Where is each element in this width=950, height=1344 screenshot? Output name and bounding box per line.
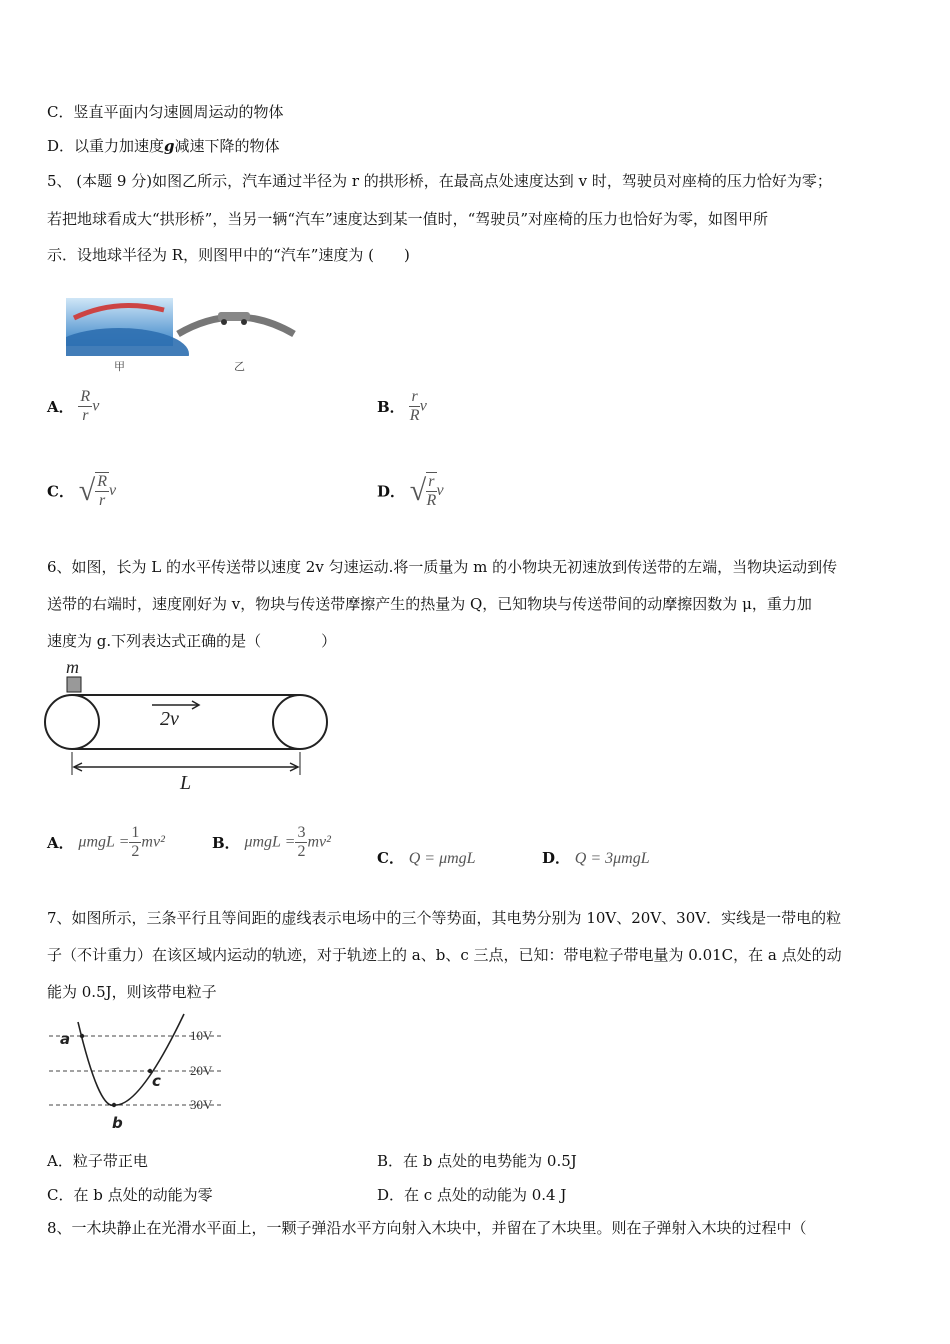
q6-option-b-fraction — [295, 824, 307, 861]
label-30v: 30V — [190, 1097, 213, 1112]
sqrt-icon: √ — [409, 474, 427, 507]
fraction-numerator: r — [411, 388, 418, 405]
fraction-denominator: R — [426, 492, 437, 509]
q7-stem-line1: 7、如图所示，三条平行且等间距的虚线表示电场中的三个等势面，其电势分别为 10V、20V、30V．实线是一带电的粒 — [47, 909, 842, 927]
q5-stem-line1: 5、 (本题 9 分)如图乙所示，汽车通过半径为 r 的拱形桥，在最高点处速度达到 v 时，驾驶员对座椅的压力恰好为零； — [47, 172, 832, 190]
q7-equipotential-figure — [44, 1010, 244, 1136]
q6-option-d-label: D． — [542, 849, 571, 867]
sqrt-icon: √ — [78, 474, 96, 507]
q5-option-b-label: B． — [377, 398, 405, 416]
velocity-symbol: v — [92, 397, 100, 415]
q6-option-a — [47, 824, 165, 861]
q6-option-b — [212, 824, 331, 861]
q7-option-d: D．在 c 点处的动能为 0.4 J — [377, 1186, 567, 1204]
q5-option-d — [377, 472, 444, 510]
label-b: b — [112, 1114, 123, 1132]
block-icon — [67, 677, 81, 692]
q7-option-c: C．在 b 点处的动能为零 — [47, 1186, 213, 1204]
q6-stem-line3: 速度为 g.下列表达式正确的是（ ） — [47, 632, 337, 650]
q5-figure — [66, 296, 296, 356]
fraction-denominator: r — [82, 407, 89, 424]
q4-option-c: C．竖直平面内匀速圆周运动的物体 — [47, 103, 284, 121]
label-10v: 10V — [190, 1028, 213, 1043]
q5-option-c-label: C． — [47, 482, 74, 501]
fraction-denominator: r — [98, 492, 106, 509]
q6-conveyor-figure — [40, 655, 340, 795]
q6-stem-line2: 送带的右端时，速度刚好为 v，物块与传送带摩擦产生的热量为 Q，已知物块与传送带间的动摩擦因数为 μ，重力加 — [47, 595, 812, 613]
fraction-numerator: 1 — [131, 824, 140, 841]
q5-stem-line2: 若把地球看成大“拱形桥”，当另一辆“汽车”速度达到某一值时，“驾驶员”对座椅的压力也恰好为零，如图甲所 — [47, 210, 769, 228]
fraction-denominator: 2 — [297, 843, 306, 860]
q6-option-c — [377, 847, 476, 868]
q5-option-d-fraction — [426, 472, 436, 510]
q6-option-a-fraction — [129, 824, 141, 861]
mass-label: m — [66, 657, 79, 677]
car-wheel-icon — [221, 319, 227, 325]
fraction-denominator: 2 — [131, 843, 140, 860]
car-wheel-icon — [241, 319, 247, 325]
fraction-numerator: R — [80, 388, 91, 405]
velocity-symbol: v — [419, 397, 427, 415]
velocity-symbol: v — [436, 482, 444, 499]
q6-option-a-rhs: mv² — [141, 833, 165, 851]
q6-option-b-lhs: μmgL = — [244, 833, 296, 851]
q4-option-d — [47, 136, 280, 156]
fraction-numerator: 3 — [297, 824, 306, 841]
label-c: c — [152, 1072, 161, 1090]
right-pulley — [273, 695, 327, 749]
q5-option-b — [377, 388, 427, 425]
q6-option-a-lhs: μmgL = — [78, 833, 130, 851]
left-pulley — [45, 695, 99, 749]
q6-stem-line1: 6、如图，长为 L 的水平传送带以速度 2v 匀速运动.将一质量为 m 的小物块无初速放到传送带的左端，当物块运动到传 — [47, 558, 838, 576]
q5-option-a-label: A． — [47, 398, 74, 416]
q8-stem-line1: 8、一木块静止在光滑水平面上，一颗子弹沿水平方向射入木块中，并留在了木块里。则在子弹射入木块的过程中（ — [47, 1219, 807, 1237]
label-20v: 20V — [190, 1063, 213, 1078]
q5-option-c — [47, 472, 116, 510]
point-b — [112, 1103, 116, 1107]
label-a: a — [60, 1030, 71, 1048]
fraction-denominator: R — [409, 407, 420, 424]
q5-option-a-fraction — [78, 388, 92, 425]
q7-option-b: B．在 b 点处的电势能为 0.5J — [377, 1152, 577, 1170]
q6-option-b-rhs: mv² — [307, 833, 331, 851]
q7-stem-line2: 子（不计重力）在该区域内运动的轨迹，对于轨迹上的 a、b、c 三点，已知：带电粒子带电量为 0.01C，在 a 点处的动 — [47, 946, 842, 964]
speed-label: 2v — [160, 708, 179, 730]
q7-option-a: A．粒子带正电 — [47, 1152, 148, 1170]
particle-trajectory — [78, 1014, 184, 1105]
fraction-numerator: R — [97, 473, 107, 490]
q7-stem-line3: 能为 0.5J，则该带电粒子 — [47, 983, 217, 1001]
q5-option-c-fraction — [95, 472, 109, 510]
q4-option-d-pre: D．以重力加速度 — [47, 137, 165, 155]
q6-option-d — [542, 847, 650, 868]
q6-option-b-label: B． — [212, 834, 240, 852]
q4-option-d-g: g — [164, 137, 175, 155]
q6-option-a-label: A． — [47, 834, 74, 852]
velocity-symbol: v — [108, 482, 117, 499]
q5-option-d-label: D． — [377, 482, 406, 501]
q5-stem-line3: 示．设地球半径为 R，则图甲中的“汽车”速度为 ( ) — [47, 246, 410, 264]
q5-figure-caption-yi: 乙 — [234, 360, 245, 373]
fraction-numerator: r — [428, 473, 435, 490]
q6-option-c-expr: Q = μmgL — [408, 850, 476, 867]
q5-option-b-fraction — [409, 388, 419, 425]
q6-option-c-label: C． — [377, 849, 404, 867]
q5-option-a — [47, 388, 99, 425]
q4-option-d-post: 减速下降的物体 — [174, 137, 280, 155]
length-label: L — [180, 772, 192, 794]
q6-option-d-expr: Q = 3μmgL — [574, 850, 650, 867]
point-a — [80, 1034, 84, 1038]
q5-figure-caption-jia: 甲 — [114, 360, 125, 373]
